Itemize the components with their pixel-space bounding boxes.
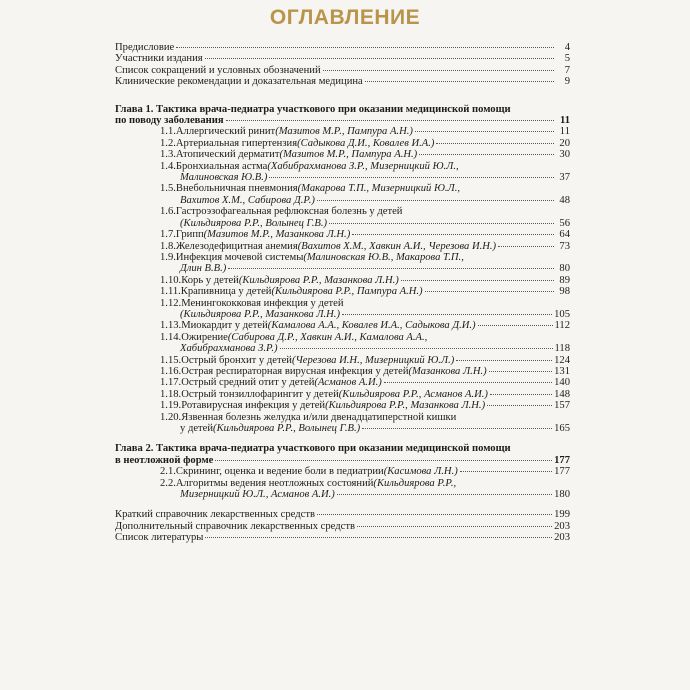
- section-authors: (Касимова Л.Н.): [383, 466, 458, 478]
- section-number: 1.16.: [160, 365, 182, 377]
- toc-line: [160, 161, 570, 172]
- section-title: Внебольничная пневмония: [175, 183, 298, 195]
- toc-subentry: [115, 377, 570, 388]
- dot-leader: [176, 47, 554, 48]
- section-authors: Малиновская Ю.В.): [180, 172, 268, 184]
- page-number: 9: [564, 76, 570, 88]
- toc-subentry: [115, 149, 570, 160]
- page-number: 11: [559, 126, 570, 138]
- section-authors: (Вахитов Х.М., Хавкин А.И., Черезова И.Н.): [297, 240, 497, 252]
- page-number: 30: [559, 149, 570, 161]
- toc-subentry: [115, 320, 570, 331]
- dot-leader: [362, 428, 552, 429]
- section-authors: (Черезова И.Н., Мизерницкий Ю.Л.): [291, 354, 455, 366]
- section-authors: (Кильдиярова Р.Р., Волынец Г.В.): [180, 217, 328, 229]
- toc-line: [115, 42, 570, 53]
- section-number: 1.2.: [160, 137, 176, 149]
- toc-entry: [115, 53, 570, 64]
- toc-subentry: [115, 183, 570, 206]
- entry-title: Краткий справочник лекарственных средств: [115, 509, 315, 521]
- toc-subentry: [115, 478, 570, 501]
- toc-subentry: [115, 275, 570, 286]
- toc-entry: [115, 509, 570, 520]
- section-authors: (Кильдиярова Р.Р., Мазанкова Л.Н.): [325, 400, 486, 412]
- toc-line: [160, 149, 570, 160]
- toc-line: [160, 400, 570, 411]
- toc-line: [160, 423, 570, 434]
- dot-leader: [401, 280, 554, 281]
- chapter-title-cont: в неотложной форме: [115, 454, 214, 466]
- toc-subentry: [115, 138, 570, 149]
- dot-leader: [384, 382, 552, 383]
- section-number: 1.9.: [160, 251, 176, 263]
- section-number: 1.8.: [160, 240, 176, 252]
- entry-title: Дополнительный справочник лекарственных средств: [115, 520, 355, 532]
- toc-line: [160, 263, 570, 274]
- toc-entry: [115, 532, 570, 543]
- entry-title: Участники издания: [115, 53, 203, 65]
- section-authors: (Асманов А.И.): [314, 377, 382, 389]
- section-number: 1.17.: [160, 377, 182, 389]
- section-authors: Длин В.В.): [180, 263, 227, 275]
- toc-line: [160, 126, 570, 137]
- toc-line: [160, 377, 570, 388]
- toc-line: [160, 412, 570, 423]
- toc-line: [160, 275, 570, 286]
- page-number: 56: [559, 217, 570, 229]
- dot-leader: [436, 143, 554, 144]
- toc-line: [115, 509, 570, 520]
- dot-leader: [498, 246, 554, 247]
- section-number: 2.2.: [160, 477, 176, 489]
- dot-leader: [323, 70, 554, 71]
- dot-leader: [456, 360, 552, 361]
- dot-leader: [490, 394, 552, 395]
- section-number: 2.1.: [160, 466, 176, 478]
- section-title: Крапивница у детей: [180, 286, 272, 298]
- section-number: 1.1.: [160, 126, 176, 138]
- toc-line: [160, 343, 570, 354]
- section-title: Гастроэзофагеальная рефлюксная болезнь у детей: [175, 206, 403, 218]
- section-authors: (Кильдиярова Р.Р.,: [373, 477, 457, 489]
- toc-subentry: [115, 126, 570, 137]
- toc-subentry: [115, 229, 570, 240]
- section-title: Острый бронхит у детей: [181, 354, 292, 366]
- toc-line: [115, 104, 570, 115]
- section-title: Грипп: [175, 229, 204, 241]
- section-title: Миокардит у детей: [181, 320, 268, 332]
- dot-leader: [329, 223, 554, 224]
- toc-subentry: [115, 412, 570, 435]
- section-title: Язвенная болезнь желудка и/или двенадцатиперстной кишки: [181, 411, 457, 423]
- entry-title: Список сокращений и условных обозначений: [115, 64, 321, 76]
- section-title: Бронхиальная астма: [175, 160, 268, 172]
- section-authors: (Малиновская Ю.В., Макарова Т.П.,: [303, 251, 464, 263]
- page-number: 203: [554, 520, 570, 532]
- toc-line: [160, 218, 570, 229]
- section-number: 1.13.: [160, 320, 182, 332]
- section-title: Острый средний отит у детей: [181, 377, 315, 389]
- page-number: 73: [559, 240, 570, 252]
- section-authors: (Кильдиярова Р.Р., Волынец Г.В.): [213, 423, 361, 434]
- section-number: 1.7.: [160, 229, 176, 241]
- dot-leader: [317, 514, 552, 515]
- toc-line: [160, 252, 570, 263]
- toc-line: [115, 76, 570, 87]
- dot-leader: [280, 348, 553, 349]
- section-title: Острый тонзиллофарингит у детей: [181, 388, 339, 400]
- toc-line: [160, 229, 570, 240]
- page-number: 140: [554, 377, 570, 389]
- dot-leader: [228, 268, 554, 269]
- section-title: Ожирение: [181, 331, 228, 343]
- toc-line: [160, 286, 570, 297]
- section-authors: (Мазитов М.Р., Пампура А.Н.): [279, 149, 418, 161]
- chapter-heading: [115, 443, 570, 466]
- dot-leader: [460, 471, 552, 472]
- page-number: 157: [554, 400, 570, 412]
- section-authors: (Мазитов М.Р., Пампура А.Н.): [275, 126, 413, 138]
- toc-line: [160, 466, 570, 477]
- page-number: 124: [554, 354, 570, 366]
- toc-subentry: [115, 400, 570, 411]
- page-number: 112: [554, 320, 570, 332]
- toc-subentry: [115, 366, 570, 377]
- page-number: 7: [564, 64, 570, 76]
- section-authors: (Кильдиярова Р.Р., Мазанкова Л.Н.): [180, 308, 340, 320]
- toc-line: [160, 309, 570, 320]
- dot-leader: [419, 154, 554, 155]
- toc-entry: [115, 42, 570, 53]
- page-number: 177: [554, 454, 570, 466]
- toc-line: [160, 183, 570, 194]
- spacer: [115, 88, 570, 97]
- section-number: 1.18.: [160, 388, 182, 400]
- dot-leader: [352, 234, 554, 235]
- toc-entry: [115, 76, 570, 87]
- dot-leader: [317, 200, 554, 201]
- dot-leader: [425, 291, 554, 292]
- section-number: 1.15.: [160, 354, 182, 366]
- toc-line: [160, 389, 570, 400]
- section-number: 1.19.: [160, 400, 182, 412]
- dot-leader: [489, 371, 552, 372]
- toc-line: [160, 241, 570, 252]
- entry-title: Список литературы: [115, 532, 204, 544]
- section-title: Аллергический ринит: [175, 126, 276, 138]
- entry-title: Предисловие: [115, 42, 175, 53]
- page-number: 165: [554, 423, 570, 434]
- section-authors: Мизерницкий Ю.Л., Асманов А.И.): [180, 489, 335, 501]
- spacer: [115, 500, 570, 509]
- dot-leader: [415, 131, 554, 132]
- page-number: 80: [559, 263, 570, 275]
- toc-subentry: [115, 241, 570, 252]
- dot-leader: [205, 537, 552, 538]
- section-title: Инфекция мочевой системы: [175, 251, 304, 263]
- section-number: 1.12.: [160, 297, 182, 309]
- chapter-title: Глава 1. Тактика врача-педиатра участкового при оказании медицинской помощи: [115, 103, 511, 115]
- page-number: 5: [564, 53, 570, 65]
- section-authors: Хабибрахманова З.Р.): [180, 343, 278, 355]
- toc-subentry: [115, 355, 570, 366]
- section-authors: (Макарова Т.П., Мизерницкий Ю.Л.,: [297, 183, 461, 195]
- page-number: 105: [554, 308, 570, 320]
- page-number: 64: [559, 229, 570, 241]
- toc-line: [160, 320, 570, 331]
- toc-subentry: [115, 161, 570, 184]
- page-number: 48: [559, 194, 570, 206]
- entry-title: Клинические рекомендации и доказательная медицина: [115, 76, 363, 88]
- section-authors: Вахитов Х.М., Сабирова Д.Р.): [180, 194, 315, 206]
- spacer: [115, 97, 570, 104]
- toc-entry: [115, 521, 570, 532]
- dot-leader: [357, 526, 552, 527]
- chapter-title-cont: по поводу заболевания: [115, 115, 224, 127]
- page-number: 131: [554, 365, 570, 377]
- section-title: Ротавирусная инфекция у детей: [181, 400, 326, 412]
- section-authors: (Кильдиярова Р.Р., Асманов А.И.): [338, 388, 488, 400]
- dot-leader: [365, 81, 554, 82]
- section-number: 1.14.: [160, 331, 182, 343]
- page-number: 98: [559, 286, 570, 298]
- dot-leader: [226, 120, 554, 121]
- section-authors: (Садыкова Д.И., Ковалев И.А.): [297, 137, 435, 149]
- toc-line: [160, 298, 570, 309]
- page-number: 37: [559, 172, 570, 184]
- toc-line: [160, 478, 570, 489]
- section-title: у детей: [180, 423, 214, 434]
- page-number: 89: [559, 274, 570, 286]
- toc-line: [160, 489, 570, 500]
- toc-subentry: [115, 332, 570, 355]
- toc-line: [160, 366, 570, 377]
- page-number: 11: [559, 115, 570, 127]
- section-authors: (Кильдиярова Р.Р., Мазанкова Л.Н.): [238, 274, 399, 286]
- toc-line: [160, 195, 570, 206]
- dot-leader: [205, 58, 554, 59]
- page-number: 177: [554, 466, 570, 478]
- toc-line: [160, 332, 570, 343]
- toc-subentry: [115, 206, 570, 229]
- toc-subentry: [115, 466, 570, 477]
- dot-leader: [342, 314, 552, 315]
- toc-line: [115, 65, 570, 76]
- section-title: Скрининг, оценка и ведение боли в педиатрии: [175, 466, 384, 478]
- toc-subentry: [115, 298, 570, 321]
- chapter-heading: [115, 104, 570, 127]
- page-number: 20: [559, 137, 570, 149]
- page-number: 199: [554, 509, 570, 521]
- page-number: 118: [554, 343, 570, 355]
- page-number: 148: [554, 388, 570, 400]
- page-number: 4: [564, 42, 570, 53]
- toc-line: [115, 532, 570, 543]
- section-title: Атопический дерматит: [175, 149, 280, 161]
- section-title: Артериальная гипертензия: [175, 137, 298, 149]
- dot-leader: [269, 177, 554, 178]
- section-authors: (Кильдиярова Р.Р., Пампура А.Н.): [271, 286, 423, 298]
- toc-line: [160, 172, 570, 183]
- section-number: 1.20.: [160, 411, 182, 423]
- toc-line: [115, 455, 570, 466]
- section-title: Менингококковая инфекция у детей: [181, 297, 344, 309]
- section-title: Железодефицитная анемия: [175, 240, 298, 252]
- dot-leader: [215, 460, 552, 461]
- section-title: Острая респираторная вирусная инфекция у детей: [181, 365, 409, 377]
- dot-leader: [487, 405, 552, 406]
- section-number: 1.4.: [160, 160, 176, 172]
- section-authors: (Хабибрахманова З.Р., Мизерницкий Ю.Л.,: [267, 160, 459, 172]
- toc-line: [115, 521, 570, 532]
- dot-leader: [478, 325, 553, 326]
- table-of-contents: [115, 42, 570, 544]
- toc-line: [160, 206, 570, 217]
- toc-subentry: [115, 252, 570, 275]
- section-title: Алгоритмы ведения неотложных состояний: [175, 477, 374, 489]
- spacer: [115, 434, 570, 443]
- section-number: 1.5.: [160, 183, 176, 195]
- section-number: 1.10.: [160, 274, 182, 286]
- toc-line: [115, 443, 570, 454]
- toc-line: [115, 53, 570, 64]
- section-authors: (Мазанкова Л.Н.): [408, 365, 487, 377]
- toc-line: [115, 115, 570, 126]
- chapter-title: Глава 2. Тактика врача-педиатра участкового при оказании медицинской помощи: [115, 443, 511, 455]
- toc-subentry: [115, 286, 570, 297]
- toc-line: [160, 355, 570, 366]
- toc-entry: [115, 65, 570, 76]
- page-number: 203: [554, 532, 570, 544]
- toc-subentry: [115, 389, 570, 400]
- page-number: 180: [554, 489, 570, 501]
- section-authors: (Мазитов М.Р., Мазанкова Л.Н.): [203, 229, 351, 241]
- section-authors: (Сабирова Д.Р., Хавкин А.И., Камалова А.А.,: [227, 331, 428, 343]
- section-number: 1.3.: [160, 149, 176, 161]
- section-number: 1.6.: [160, 206, 176, 218]
- toc-line: [160, 138, 570, 149]
- section-authors: (Камалова А.А., Ковалев И.А., Садыкова Д.И.): [267, 320, 476, 332]
- section-number: 1.11.: [160, 286, 181, 298]
- section-title: Корь у детей: [181, 274, 239, 286]
- page-title: ОГЛАВЛЕНИЕ: [269, 6, 421, 29]
- dot-leader: [337, 494, 552, 495]
